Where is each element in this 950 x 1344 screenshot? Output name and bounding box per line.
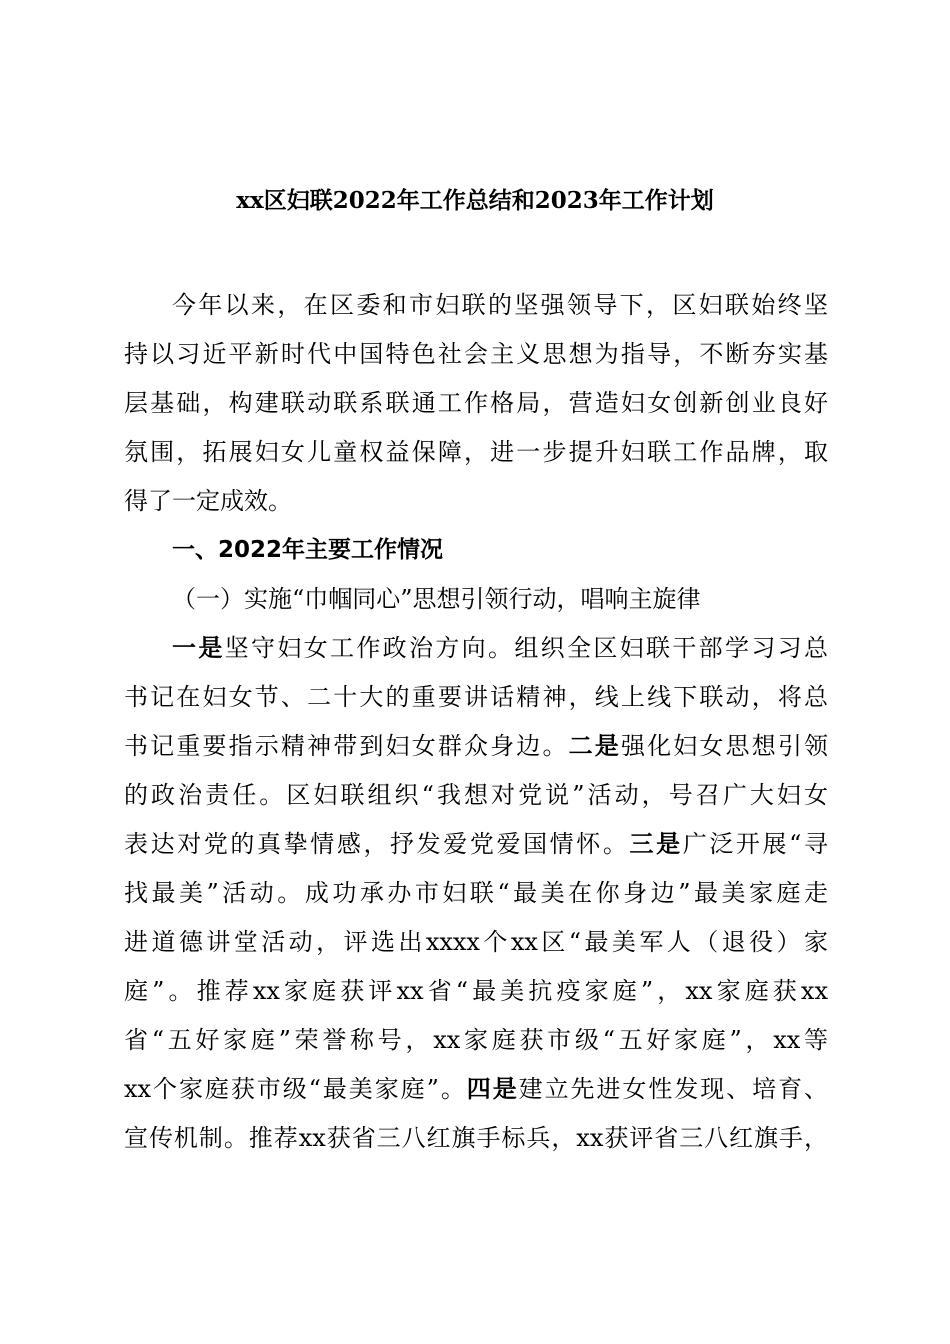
body-line-1-text: 坚守妇女工作政治方向。组织全区妇联干部学习习总 <box>224 634 829 662</box>
body-line-3-text: 书记重要指示精神带到妇女群众身边。 <box>124 732 569 760</box>
lead-four: 四是 <box>466 1075 519 1103</box>
body-line-10 <box>124 1065 828 1114</box>
body-line-10-text: xx个家庭获市级“最美家庭”。 <box>124 1075 467 1103</box>
body-paragraph-1 <box>124 624 828 1163</box>
lead-one: 一是 <box>172 634 225 662</box>
body-line-3 <box>124 722 828 771</box>
lead-two: 二是 <box>568 732 621 760</box>
body-line-3-tail: 强化妇女思想引领 <box>620 732 829 760</box>
intro-paragraph <box>124 281 828 526</box>
body-line-6: 找最美”活动。成功承办市妇联“最美在你身边”最美家庭走 <box>124 879 828 907</box>
intro-line-5: 得了一定成效。 <box>124 487 292 515</box>
body-line-11: 宣传机制。推荐xx获省三八红旗手标兵，xx获评省三八红旗手， <box>124 1124 828 1152</box>
body-line-2: 书记在妇女节、二十大的重要讲话精神，线上线下联动，将总 <box>124 683 828 711</box>
intro-line-4: 氛围，拓展妇女儿童权益保障，进一步提升妇联工作品牌，取 <box>124 438 828 466</box>
document-body <box>124 281 828 1163</box>
body-line-4: 的政治责任。区妇联组织“我想对党说”活动，号召广大妇女 <box>124 781 828 809</box>
intro-line-2: 持以习近平新时代中国特色社会主义思想为指导，不断夯实基 <box>124 340 828 368</box>
body-line-7: 进道德讲堂活动，评选出xxxx个xx区“最美军人（退役）家 <box>124 928 828 956</box>
body-line-5-text: 表达对党的真挚情感，抒发爱党爱国情怀。 <box>124 830 630 858</box>
subsection-heading-1: （一）实施“巾帼同心”思想引领行动，唱响主旋律 <box>172 585 701 613</box>
body-line-8: 庭”。推荐xx家庭获评xx省“最美抗疫家庭”，xx家庭获xx <box>124 977 828 1005</box>
body-line-5 <box>124 820 828 869</box>
body-line-5-tail: 广泛开展“寻 <box>682 830 829 858</box>
body-line-9: 省“五好家庭”荣誉称号，xx家庭获市级“五好家庭”，xx等 <box>124 1026 828 1054</box>
lead-three: 三是 <box>629 830 683 858</box>
section-heading-1: 一、2022年主要工作情况 <box>172 537 444 563</box>
document-title: xx区妇联2022年工作总结和2023年工作计划 <box>236 187 714 214</box>
intro-line-1: 今年以来，在区委和市妇联的坚强领导下，区妇联始终坚 <box>172 291 828 319</box>
body-line-10-tail: 建立先进女性发现、培育、 <box>518 1075 829 1103</box>
intro-line-3: 层基础，构建联动联系联通工作格局，营造妇女创新创业良好 <box>124 389 828 417</box>
body-line-1 <box>124 624 828 673</box>
